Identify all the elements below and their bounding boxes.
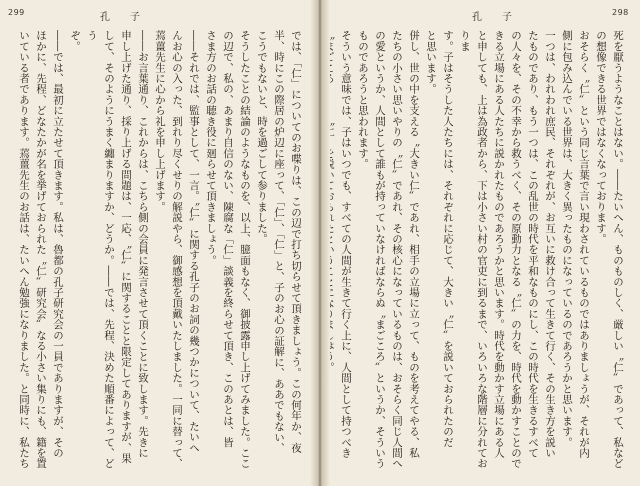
text-line: さま方のお話の聴き役に廻らせて頂きましょう。 xyxy=(205,30,217,266)
page-number-right: 298 xyxy=(612,8,629,17)
page-number-left: 299 xyxy=(8,8,25,17)
right-page-body xyxy=(336,30,626,470)
left-page-body xyxy=(18,30,304,470)
text-line: す。子はそうした人たちには、それぞれに応じて、大きい〝仁〟を説いておられたのだ xyxy=(442,30,454,448)
text-line: の想像できる世界ではなくなっております。 xyxy=(595,30,607,244)
text-line: そういう意味では、子はいつでも、すべての人間が生きて行く上に、人間として持つべき xyxy=(340,30,352,458)
text-line: いている者であります。蔫薑先生のお話は、たいへん勉強になりました。と同時に、私たち xyxy=(18,30,30,469)
text-line: ほかに、先程、どなたかが名を挙げておられた〝仁〟研究会〟なる小さい集りにも、籍を置 xyxy=(35,30,47,469)
text-line: と思います。 xyxy=(425,30,437,95)
text-line: の愛というか、人間として誰もが持っていなければならぬ〝まごころ〟というか、そういう xyxy=(374,30,386,469)
left-page xyxy=(0,0,318,486)
text-line: こうでもないと、時を過ごして参りました。 xyxy=(256,30,268,244)
text-line: ぞ。 xyxy=(69,30,81,52)
text-line: と申しても、上は為政者から、下は小さい村の官吏に到るまで、いろいろな階層に分れておりま xyxy=(459,30,488,469)
text-line: んお心の入った、到れり尽くせりの解説やら、御感想を頂戴いたしました。一同に替って、 xyxy=(171,30,183,469)
text-line: ――それでは、監事として、一言。〝仁〟に関する孔子のお詞の幾つかについて、たいへ xyxy=(188,30,200,453)
text-line: そうしたことの結論のようなものを、以上、臆面もなく、御披露申し上げてみました。ここの辺で、私の、あまり自信のない、陳腐な「仁」談義を終らせて頂き、このあとは、皆 xyxy=(222,30,251,469)
text-line: の人々を、その不幸から救うべく、その原動力となる〝仁〟の力を、時代を動かすことので xyxy=(510,30,522,469)
text-line: では、「仁」についてのお喋りは、この辺で打ち切らせて頂きましょう。この何年か、夜 xyxy=(290,30,302,453)
text-line: 死を厭うようなことはない。――たいへん、ものものしく、厳しい〝仁〟であって、私など xyxy=(612,30,624,469)
text-line: おそらく〝仁〟という同じ言葉で言い現わされているものではありましょうが、それが内 xyxy=(578,30,590,458)
text-line: 側に包み込んでいる世界は、大きく異ったものになっているのであろうかと思います。 xyxy=(561,30,573,448)
running-head-right: 孔 子 xyxy=(472,12,512,23)
text-line: たちの小さい思いやりの〝仁〟であれ、その核心になっているものは、おそらく同じ人間へ xyxy=(391,30,403,469)
text-line: たものであり、もう一つは、この乱世の時代を平和なものにし、この時代を生きるすべて xyxy=(527,30,539,458)
text-line: 半、時にこの際居の炉辺に座って、「仁」、「仁」と、子のお心の証解に、ああでもない、 xyxy=(273,30,285,453)
book-gutter xyxy=(310,0,330,486)
running-head-left: 孔 子 xyxy=(100,12,140,23)
text-line: きる立場にある人たちに説かれたものであろうかと思います。時代を動かす立場にある人 xyxy=(493,30,505,458)
text-line: ものであろうと思われます。 xyxy=(357,30,369,170)
text-line: 一つは、われわれ庶民、それぞれが、お互いに救け合って生きて行く、その生き方を説い xyxy=(544,30,556,458)
text-line: ――お言葉通り、これからは、こちら側の会員に発言させて頂くことに致します。先きに xyxy=(137,30,149,458)
text-line: して、そのようにうまく纏まりますか、どうか。――では、先程、決めた順番によって、どう xyxy=(86,30,115,469)
text-line: ――では、最初に立たせて頂きます。私は、魯都の孔子研究会の一員でありますが、その xyxy=(52,30,64,458)
right-page xyxy=(322,0,640,486)
text-line: 併し、世の中を支える〝大きい仁〟であれ、相手の立場に立って、ものを考えてやる、私 xyxy=(408,30,420,458)
text-line: 申し上げた通り、採り上げる問題は、一応、〝仁〟に関することと限定してありますが、果 xyxy=(120,30,132,464)
text-line: 蔫薑先生に心から礼を申し上げます。 xyxy=(154,30,166,212)
